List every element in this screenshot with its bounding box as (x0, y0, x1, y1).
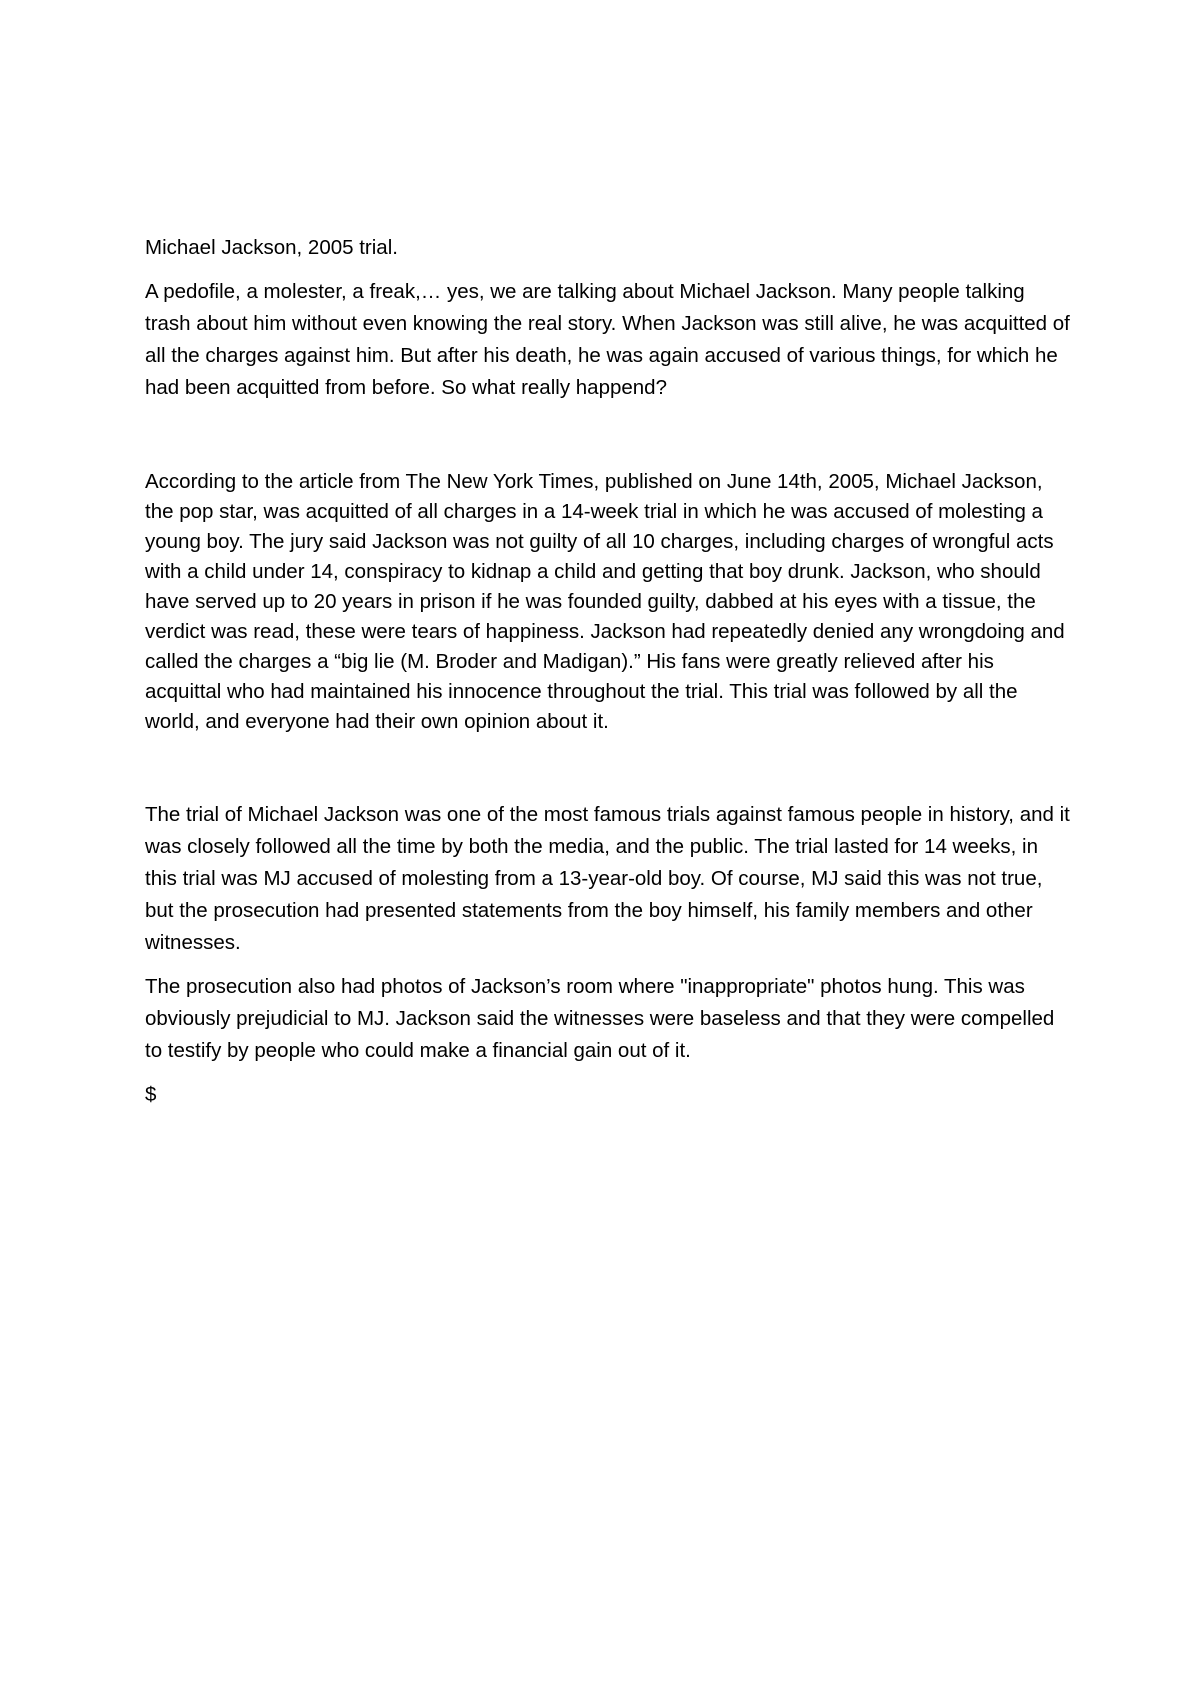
paragraph-nyt-article: According to the article from The New York Times, published on June 14th, 2005, Michael Jackson, the pop star, was acquitted of all charges in a 14-week trial in which he was accused of molesting a young boy. The jury said Jackson was not guilty of all 10 charges, including charges of wrongful acts with a child under 14, conspiracy to kidnap a child and getting that boy drunk. Jackson, who should have served up to 20 years in prison if he was founded guilty, dabbed at his eyes with a tissue, the verdict was read, these were tears of happiness. Jackson had repeatedly denied any wrongdoing and called the charges a “big lie (M. Broder and Madigan).” His fans were greatly relieved after his acquittal who had maintained his innocence throughout the trial. This trial was followed by all the world, and everyone had their own opinion about it. (145, 470, 1065, 733)
blank-line (145, 404, 1070, 467)
paragraph-dollar-sign: $ (145, 1083, 157, 1106)
paragraph-prosecution-photos: The prosecution also had photos of Jackson’s room where "inappropriate" photos hung. This was obviously prejudicial to MJ. Jackson said the witnesses were baseless and that they were compelled to testify by people who could make a financial gain out of it. (145, 975, 1055, 1062)
document-title-line: Michael Jackson, 2005 trial. (145, 236, 398, 259)
paragraph-famous-trial: The trial of Michael Jackson was one of the most famous trials against famous people in history, and it was closely followed all the time by both the media, and the public. The trial lasted for 14 weeks, in this trial was MJ accused of molesting from a 13-year-old boy. Of course, MJ said this was not true, but the prosecution had presented statements from the boy himself, his family members and other witnesses. (145, 803, 1070, 954)
document-body (145, 232, 1070, 1111)
blank-line (145, 737, 1070, 799)
paragraph-intro: A pedofile, a molester, a freak,… yes, we are talking about Michael Jackson. Many people talking trash about him without even knowing the real story. When Jackson was still alive, he was acquitted of all the charges against him. But after his death, he was again accused of various things, for which he had been acquitted from before. So what really happend? (145, 280, 1070, 399)
